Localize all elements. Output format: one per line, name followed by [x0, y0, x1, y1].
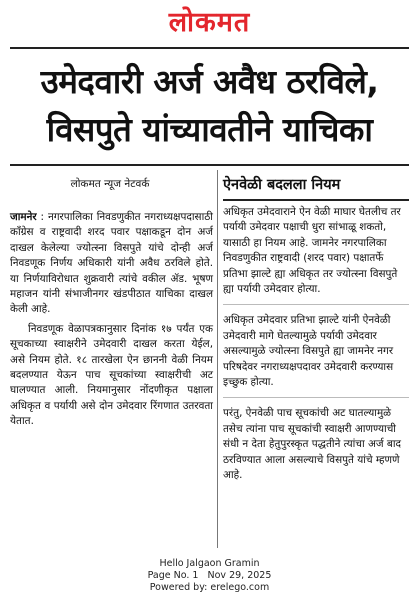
headline-line-1: उमेदवारी अर्ज अवैध ठरविले, — [40, 62, 379, 101]
footer — [0, 558, 419, 594]
sidebar-title-rule — [223, 199, 409, 201]
column-divider — [217, 170, 218, 548]
masthead-rule — [10, 47, 409, 49]
footer-powered-by: Powered by: erelego.com — [149, 582, 270, 593]
footer-page-line — [0, 570, 419, 582]
sidebar-para-3: परंतु, ऐनवेळी पाच सूचकांची अट घातल्यामुळे तसेच त्यांना पाच सूचकांची स्वाक्षरी आणण्याची संधी न देता हेतुपुरस्कृत पद्धतीने त्यांचा अर्ज बाद ठरविण्यात आला असल्याचे विसपुते यांचे म्हणणे आहे. — [223, 407, 402, 482]
dateline-place: जामनेर — [10, 211, 37, 223]
sidebar-para-2: अधिकृत उमेदवार प्रतिभा झाल्टे यांनी ऐनवेळी उमेदवारी मागे घेतल्यामुळे पर्यायी उमेदवार असल्यामुळे ज्योत्स्ना विसपुते ह्या जामनेर नगर परिषदेवर नगराध्यक्षपदावर उमेदवारी करण्यास इच्छुक होत्या. — [223, 313, 409, 398]
article-para-2: निवडणूक वेळापत्रकानुसार दिनांक १७ पर्यंत एक सूचकाच्या स्वाक्षरीने उमेदवारी दाखल करता येईल, असे नियम होते. १८ तारखेला ऐन छाननी वेळी नियम बदलण्यात येऊन पाच सूचकांच्या स्वाक्षरीची अट घालण्यात आली. नियमानुसार नोंदणीकृत पक्षाला अधिकृत व पर्यायी असे दोन उमेदवार रिंगणात उतरवता येतात. — [10, 322, 213, 428]
byline: लोकमत न्यूज नेटवर्क — [70, 178, 150, 190]
lokmat-logo: लोकमत — [168, 7, 251, 38]
sidebar-title: ऐनवेळी बदलला नियम — [223, 177, 341, 193]
footer-page-no: Page No. 1 — [147, 570, 199, 581]
article-para-1-text: : नगरपालिका निवडणुकीत नगराध्यक्षपदासाठी काँग्रेस व राष्ट्रवादी शरद पवार पक्षाकडून दोन अर्ज दाखल केलेल्या ज्योत्स्ना विसपुते यांचे दोन्ही अर्ज निवडणूक निर्णय अधिकारी यांनी अवैध ठरविले होते. या निर्णयाविरोधात शुक्रवारी त्यांचे वकील ॲड. भूषण महाजन यांनी संभाजीनगर खंडपीठात याचिका दाखल केली आहे. — [10, 211, 213, 316]
headline — [10, 58, 409, 154]
headline-line-2: विसपुते यांच्यावतीने याचिका — [46, 110, 373, 149]
article-para-1 — [10, 210, 213, 318]
footer-date: Nov 29, 2025 — [207, 570, 272, 581]
sidebar-body — [223, 205, 409, 499]
footer-edition: Hello Jalgaon Gramin — [159, 558, 260, 569]
sidebar-para-1: अधिकृत उमेदवाराने ऐन वेळी माघार घेतलीच तर पर्यायी उमेदवार पक्षाची धुरा सांभाळू शकतो, यासाठी हा नियम आहे. जामनेर नगरपालिका निवडणुकीत राष्ट्रवादी (शरद पवार) पक्षातर्फे प्रतिभा झाल्टे ह्या अधिकृत तर ज्योत्स्ना विसपुते ह्या पर्यायी उमेदवार होत्या. — [223, 205, 409, 305]
masthead — [0, 6, 419, 40]
article-body — [10, 210, 213, 430]
headline-rule — [10, 164, 409, 166]
